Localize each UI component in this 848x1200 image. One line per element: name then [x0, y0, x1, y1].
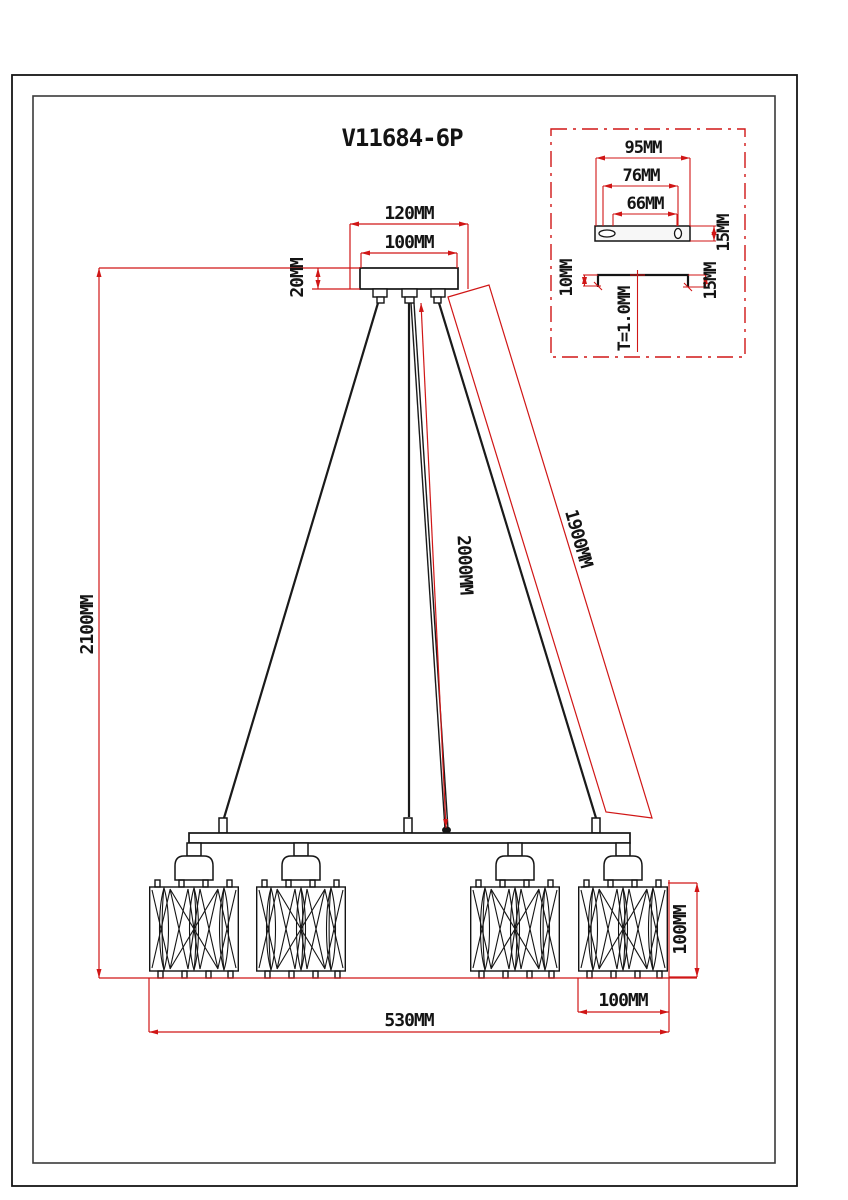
dim-plate-thickness: T=1.0MM — [615, 286, 635, 352]
dim-plate-depth: 15MM — [714, 214, 734, 252]
ring-bar — [189, 833, 630, 843]
dim-shade-width: 100MM — [598, 990, 648, 1011]
mounting-bracket-detail — [551, 129, 745, 357]
plate-hole — [675, 229, 682, 239]
dim-canopy-height: 20MM — [287, 258, 308, 298]
dim-overall-height: 2100MM — [77, 595, 98, 655]
dim-fixture-width: 530MM — [384, 1010, 434, 1031]
dim-canopy-outer: 120MM — [384, 203, 434, 224]
dim-plate-slots: 66MM — [626, 194, 664, 214]
cable-glands — [373, 289, 445, 303]
shade-1 — [150, 880, 239, 978]
dim-plate-outer: 95MM — [624, 138, 662, 158]
plate-slot — [599, 230, 615, 237]
inner-border — [33, 96, 775, 1163]
dim-center-wire: 2000MM — [452, 534, 477, 595]
shade-2 — [257, 880, 346, 978]
power-cord-a — [411, 303, 445, 829]
ceiling-canopy — [360, 268, 458, 289]
suspension-wires — [224, 303, 596, 829]
wire-posts — [219, 818, 600, 833]
mounting-plate-profile — [598, 275, 688, 287]
shade-4 — [579, 880, 668, 978]
dim-shade-height: 100MM — [670, 905, 691, 955]
dimension-lines — [99, 224, 697, 1032]
model-number: V11684-6P — [341, 124, 463, 152]
shade-3 — [471, 880, 560, 978]
dim-flange-left: 10MM — [557, 259, 577, 297]
wire-left — [224, 303, 378, 818]
dim-flange-right: 15MM — [701, 262, 721, 300]
dim-outer-wire: 1900MM — [560, 507, 597, 570]
dim-plate-holes: 76MM — [622, 166, 660, 186]
dim-canopy-inner: 100MM — [384, 232, 434, 253]
power-cord-b — [414, 303, 448, 829]
chandelier-elevation — [150, 268, 668, 978]
